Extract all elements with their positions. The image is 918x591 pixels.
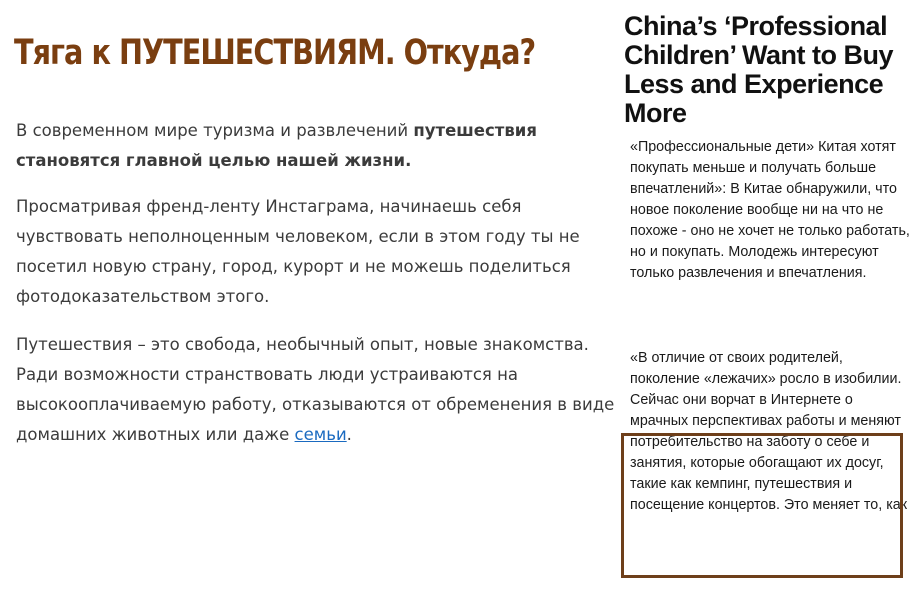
highlight-frame [621,433,903,578]
paragraph-instagram: Просматривая френд-ленту Инстаграма, начинаешь себя чувствовать неполноценным человеком, если в этом году ты не посетил новую страну, город, курорт и не можешь поделиться фотодоказательством этого. [16,197,580,306]
news-headline: China’s ‘Professional Children’ Want to Buy Less and Experience More [624,11,893,128]
translation-paragraph-1: «Профессиональные дети» Китая хотят покупать меньше и получать больше впечатлений»: В Китае обнаружили, что новое поколение вообще ни на что не похоже - оно не хочет не только работать, но и покупать. Молодежь интересуют только развлечения и впечатления. [630,139,910,281]
paragraph-freedom-end: . [346,425,352,444]
paragraph-intro-text: В современном мире туризма и развлечений [16,121,414,140]
translation-paragraph-2: «В отличие от своих родителей, поколение «лежачих» росло в изобилии. Сейчас они ворчат в Интернете о мрачных перспективах работы и меняют потребительство на заботу о себе и занятия, которые обогащают их досуг, такие как кемпинг, путешествия и посещение концертов. Это меняет то, как [630,350,907,513]
paragraph-freedom-text: Путешествия – это свобода, необычный опыт, новые знакомства. Ради возможности странствовать люди устраиваются на высокооплачиваемую работу, отказываются от обременения в виде домашних животных или даже [16,335,615,444]
paragraph-intro-emphasis: путешествия становятся главной целью нашей жизни. [16,121,537,170]
article-headline: Тяга к ПУТЕШЕСТВИЯМ. Откуда? [14,33,536,73]
family-link[interactable]: семьи [294,425,347,444]
paragraph-freedom [16,330,616,450]
paragraph-intro [16,116,616,176]
